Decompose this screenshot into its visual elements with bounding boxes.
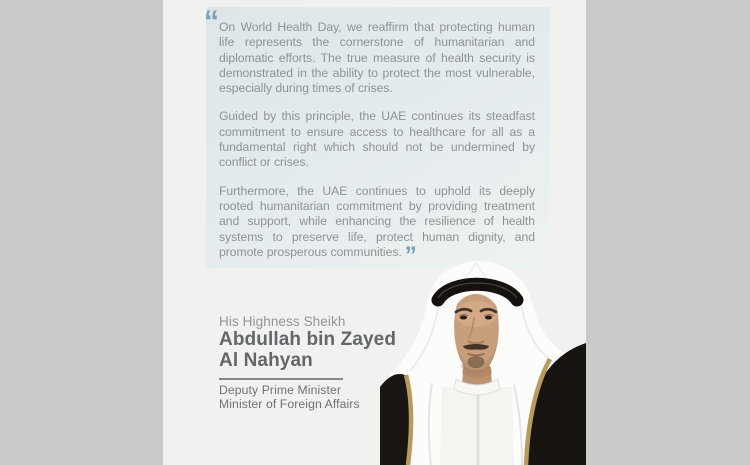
quote-paragraph-1: On World Health Day, we reaffirm that protecting human life represents the cornerstone of humanitarian and diplomatic efforts. The true measure of health security is demonstrated in the ability to protect the most vulnerable, especially during times of crises. — [219, 20, 535, 96]
kandura-robe — [440, 385, 514, 465]
quote-paragraph-3-text: Furthermore, the UAE continues to uphold its deeply rooted humanitarian commitment by providing treatment and support, while enhancing the resilience of health systems to preserve life, protect human dignity, and promote prosperous communities. — [219, 183, 535, 259]
close-quote-icon: ” — [404, 241, 416, 269]
bisht-cloak-left — [380, 374, 412, 465]
title-deputy-pm: Deputy Prime Minister — [219, 383, 341, 397]
quote-paragraph-3 — [219, 183, 535, 269]
divider-line — [219, 378, 343, 380]
quote-panel — [206, 7, 550, 268]
eye-right — [485, 316, 492, 320]
quote-paragraph-2: Guided by this principle, the UAE continues its steadfast commitment to ensure access to healthcare for all as a fundamental right which should not be undermined by conflict or crises. — [219, 109, 535, 170]
portrait-photo — [380, 255, 586, 465]
open-quote-icon: “ — [204, 5, 219, 38]
honorific: His Highness Sheikh — [219, 314, 346, 329]
title-foreign-affairs: Minister of Foreign Affairs — [219, 396, 360, 411]
eye-left — [460, 316, 467, 320]
person-name: Abdullah bin Zayed Al Nahyan — [219, 329, 397, 371]
quote-card — [163, 0, 586, 465]
